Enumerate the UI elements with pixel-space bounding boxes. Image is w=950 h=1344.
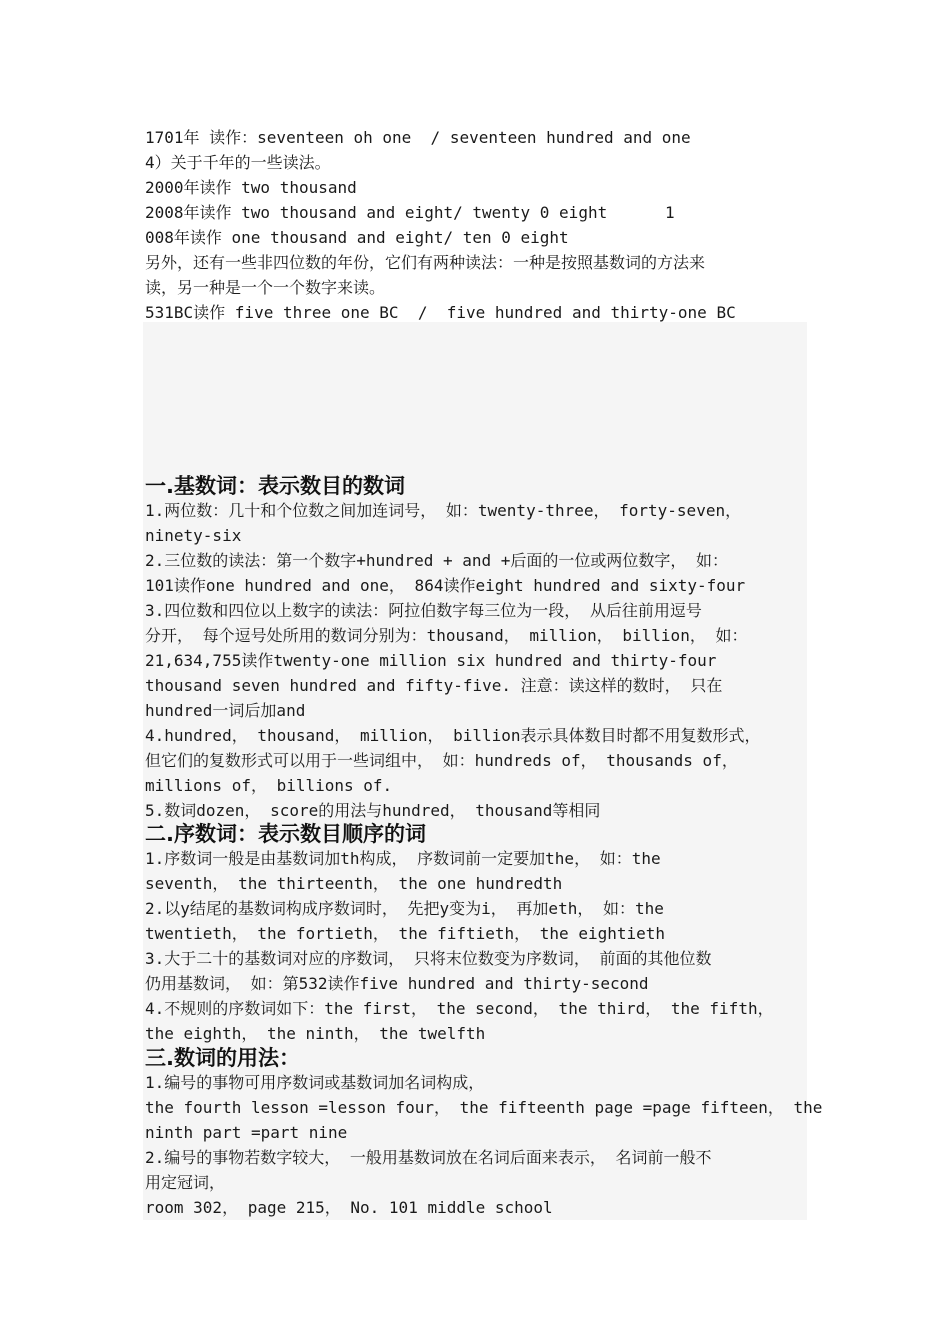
text-line: 仍用基数词， 如：第532读作five hundred and thirty-second: [145, 974, 649, 993]
text-line: 3.四位数和四位以上数字的读法：阿拉伯数字每三位为一段， 从后往前用逗号: [145, 601, 702, 620]
text-line: ninety-six: [145, 526, 242, 545]
text-line: 1.两位数：几十和个位数之间加连词号， 如：twenty-three， forty-seven，: [145, 501, 742, 520]
text-line: 21,634,755读作twenty-one million six hundred and thirty-four: [145, 651, 717, 670]
text-line: 1.序数词一般是由基数词加th构成， 序数词前一定要加the， 如：the: [145, 849, 661, 868]
text-line: 2.编号的事物若数字较大， 一般用基数词放在名词后面来表示， 名词前一般不: [145, 1148, 712, 1167]
text-line: 101读作one hundred and one， 864读作eight hundred and sixty-four: [145, 576, 746, 595]
text-line: 4.不规则的序数词如下：the first， the second， the third， the fifth，: [145, 999, 774, 1018]
text-line: room 302， page 215， No. 101 middle school: [145, 1198, 553, 1217]
text-line: 另外，还有一些非四位数的年份，它们有两种读法：一种是按照基数词的方法来: [145, 253, 706, 272]
text-line: 2.三位数的读法：第一个数字+hundred + and +后面的一位或两位数字， 如：: [145, 551, 729, 570]
text-line: 2.以y结尾的基数词构成序数词时， 先把y变为i， 再加eth， 如：the: [145, 899, 664, 918]
text-line: 3.大于二十的基数词对应的序数词， 只将末位数变为序数词， 前面的其他位数: [145, 949, 712, 968]
text-line: 4）关于千年的一些读法。: [145, 153, 331, 172]
text-line: hundred一词后加and: [145, 701, 306, 720]
text-line: 5.数词dozen， score的用法与hundred， thousand等相同: [145, 801, 601, 820]
text-line: 用定冠词，: [145, 1173, 226, 1192]
text-line: 008年读作 one thousand and eight/ ten 0 eight: [145, 228, 569, 247]
text-line: seventh， the thirteenth， the one hundredth: [145, 874, 563, 893]
section-body-usage: [145, 1070, 823, 1220]
section-heading-cardinal: 一.基数词：表示数目的数词: [145, 474, 405, 498]
text-line: the eighth， the ninth， the twelfth: [145, 1024, 486, 1043]
section-heading-usage: 三.数词的用法：: [145, 1046, 300, 1070]
text-line: ninth part =part nine: [145, 1123, 348, 1142]
text-line: 2008年读作 two thousand and eight/ twenty 0 eight 1: [145, 203, 675, 222]
text-line: 2000年读作 two thousand: [145, 178, 357, 197]
text-line: 读，另一种是一个一个数字来读。: [145, 278, 386, 297]
text-line: 分开， 每个逗号处所用的数词分别为：thousand， million， billion， 如：: [145, 626, 748, 645]
text-line: 1.编号的事物可用序数词或基数词加名词构成，: [145, 1073, 485, 1092]
text-line: 4.hundred， thousand， million， billion表示具体数目时都不用复数形式，: [145, 726, 761, 745]
text-line: 1701年 读作：seventeen oh one / seventeen hundred and one: [145, 128, 691, 147]
text-line: twentieth， the fortieth， the fiftieth， the eightieth: [145, 924, 666, 943]
section-heading-ordinal: 二.序数词：表示数目顺序的词: [145, 822, 426, 846]
text-line: 但它们的复数形式可以用于一些词组中， 如：hundreds of， thousands of，: [145, 751, 738, 770]
text-line: 531BC读作 five three one BC / five hundred and thirty-one BC: [145, 303, 736, 322]
text-line: the fourth lesson =lesson four， the fifteenth page =page fifteen， the: [145, 1098, 823, 1117]
section-body-ordinal: [145, 846, 809, 1046]
section-body-cardinal: [145, 498, 809, 823]
text-line: thousand seven hundred and fifty-five. 注意：读这样的数时， 只在: [145, 676, 723, 695]
text-line: millions of， billions of.: [145, 776, 393, 795]
